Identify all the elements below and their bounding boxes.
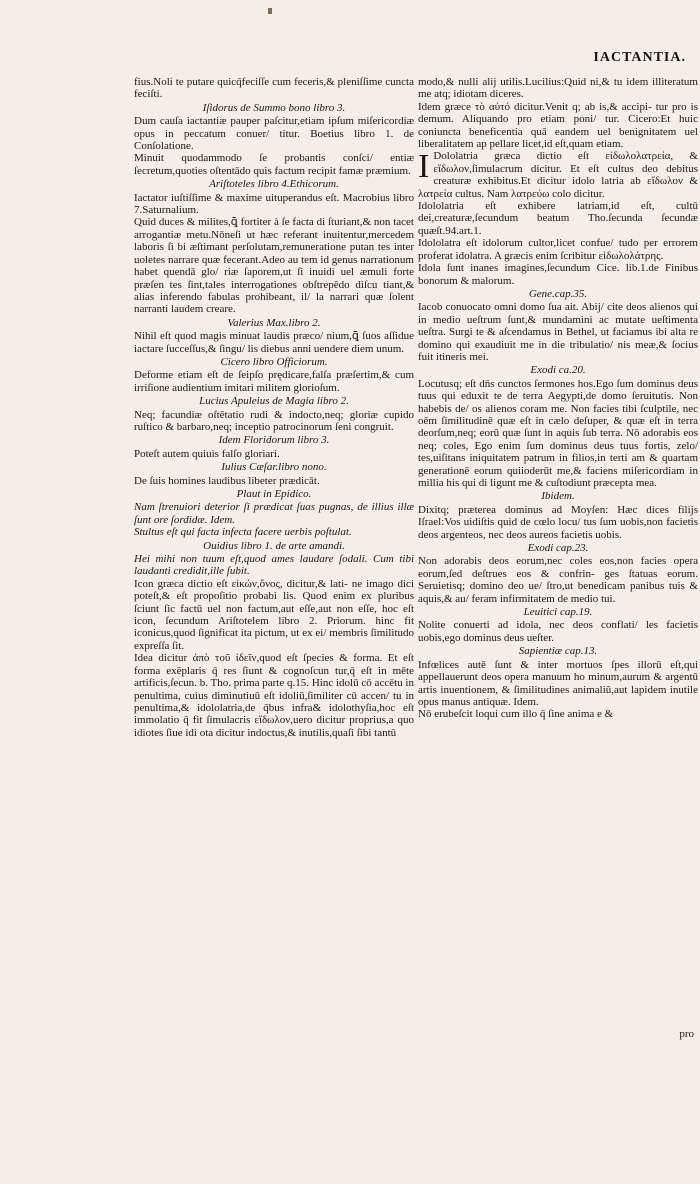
text: Minuit quodammodo ſe probantis conſci/ entiæ ſecretum,quoties oſtentādo quis factum recipit famæ præmium.: [134, 152, 414, 177]
source-heading: [134, 540, 414, 552]
paragraph: [418, 504, 698, 541]
source-heading: [134, 434, 414, 446]
text: Nihil eſt quod magis minuat laudis præco/ nium,ꝗ̄ ſuos aſſidue iactare ſucceſſus,& ſingu/ lis diebus anni uendere diem unum.: [134, 330, 414, 355]
source-heading: [134, 461, 414, 473]
source-heading: [418, 364, 698, 376]
source-heading: [134, 356, 414, 368]
text: Idola ſunt inanes imagines,ſecundum Cice. lib.1.de Finibus bonorum & malorum.: [418, 262, 698, 287]
paragraph: [134, 652, 414, 739]
verse-quote: [134, 501, 414, 526]
paragraph: [134, 192, 414, 217]
paragraph: [134, 409, 414, 434]
source-heading: [134, 178, 414, 190]
drop-capital: I: [418, 148, 430, 186]
ink-mark: [268, 8, 272, 14]
text: Non adorabis deos eorum,nec coles eos,non facies opera eorum,ſed deſtrues eos & confrin- ges ſtatuas eorum. Seruietisq; domino deo ue/ ſtro,ut benedicam panibus tuis & aquis,& au/ feram infirmitatem de medio tui.: [418, 555, 698, 605]
text: Iactator iuſtiſſime & maxime uituperandus eſt. Macrobius libro 7.Saturnalium.: [134, 191, 414, 217]
paragraph: [418, 301, 698, 363]
paragraph: [134, 448, 414, 460]
paragraph: [134, 369, 414, 394]
text: Locutusq; eſt dn̄s cunctos ſermones hos.Ego ſum dominus deus tuus qui eduxit te de terra Aegypti,de domo ſeruitutis. Non habebis de/ os alienos coram me. Non facies tibi ſculptile, nec oēm ſimilitudinē quæ eſt in cælo deſuper, & quæ eſt in terra deorſum,neq; eorū quæ ſunt in aquis ſub terra. Nō adorabis eos neq; coles, Ego enim ſum dominus deus tuus fortis, zelo/ tes,uiſitans iniquitatem patrum in filios,in terti am & quartam generationē eorum quiioderūt me,& faciens miſericordiam in millia his qui di ligunt me & cuſtodiunt præcepta mea.: [418, 377, 698, 489]
paragraph: [134, 216, 414, 315]
text: Leuitici cap.19.: [523, 606, 593, 619]
text: Infœlices autē ſunt & inter mortuos ſpes illorū eſt,qui appellauerunt deos opera manuum ho minum,aurum & argentū artis inuentionem, & ſimilitudines animaliū,aut lapidem inutile opus manus antiquæ. Idem.: [418, 658, 698, 708]
text: Gene.cap.35.: [528, 287, 588, 300]
text: Nolite conuerti ad idola, nec deos conflati/ les facietis uobis,ego dominus deus ueſter.: [418, 619, 698, 644]
text: Plaut in Epidico.: [236, 488, 312, 500]
text: Ibidem.: [541, 490, 575, 503]
source-heading: [418, 606, 698, 618]
paragraph: [418, 237, 698, 262]
source-heading: [134, 317, 414, 329]
text: fius.Noli te putare quicq̄feciſſe cum feceris,& pleniſſime cuncta feciſti.: [134, 76, 414, 101]
paragraph: [418, 150, 698, 200]
text: Iſidorus de Summo bono libro 3.: [202, 101, 346, 114]
left-column: [134, 76, 414, 739]
text: Nō erubeſcit loqui cum illo q̄ ſine anima e &: [418, 708, 614, 721]
text: Poteſt autem quiuis falſo gloriari.: [134, 447, 280, 460]
text: Dixitq; præterea dominus ad Moyſen: Hæc dices filijs Iſrael:Vos uidiſtis quid de cœlo locu/ tus ſum uobis,non facietis deos argenteos, nec deos aureos facietis uobis.: [418, 503, 698, 541]
text: De ſuis homines laudibus libeter prædicāt.: [134, 474, 320, 487]
text: Neq; facundiæ oſtētatio rudi & indocto,neq; gloriæ cupido ruſtico & barbaro,neq; inceptio patrocinorum ſeni congruit.: [134, 408, 414, 433]
source-heading: [418, 542, 698, 554]
text: Quid duces & milites,ꝗ̄ fortiter à ſe facta di ſturiant,& non tacet arrogantiæ metu.Nōneſi ut hæc referant inuitentur,mercedem laboris ſi bi æſtimant perſolutam,remuneratione putan tes inter uoletes narrare quæ fecerant.Adeo au tem id genus narrationum habet quendā glo/ riæ ſaporem,ut ſi inuidi uel æmuli forte præſen tes ſint,tales interrogationes obſtrepēdo diſcu tiant,& alias inferendo fabulas prohibeant, il/ la narrari quæ ſolent narranti laudem creare.: [134, 216, 414, 316]
text: Idea dicitur ἀπὸ τοῦ ἰδεῖν,quod eſt ſpecies & forma. Et eſt forma exēplaris q̄ res ſiunt & cognoſcun tur,q̄ eſt in mēte artificis,ſecun. b. Tho. prima parte q.15. Hinc idolū cō accētu in penultima, cuius diminutiuū eſt idoliū,ſimiliter cū accen/ tu in penultima,& idololatria,de q̄bus infra& idolothyſia,hoc eſt immolatio q̄ fit ſimulacris εἴδωλον,uero dicitur proprius,a quo idiotes ſiue idi ota dicitur indoctus,& inutilis,quaſi ſibi tantū: [134, 652, 414, 739]
text: Iacob conuocato omni domo ſua ait. Abij/ cite deos alienos qui in medio ueſtrum ſunt,& mundamini ac mutate ueſtimenta ueſtra. Surgi te & aſcendamus in Bethel, ut faciamus ibi alta re domino qui exaudiuit me in die tribulatio/ nis meæ,& ſocius fuit itineris mei.: [418, 301, 698, 363]
text: Lucius Apuleius de Magia libro 2.: [199, 395, 349, 408]
paragraph: [418, 619, 698, 644]
paragraph: [134, 76, 414, 101]
text: Idololatria eſt exhibere latriam,id eſt, cultū dei,creaturæ,ſecundum beatum Tho.ſecunda ſecundæ quæſt.94.art.1.: [418, 200, 698, 237]
source-heading: [134, 395, 414, 407]
verse-quote: [134, 553, 414, 578]
text: Idem Floridorum libro 3.: [218, 434, 330, 447]
source-heading: [134, 102, 414, 114]
running-header: IACTANTIA.: [593, 50, 686, 65]
catchword: pro: [679, 1028, 694, 1040]
paragraph: [418, 76, 698, 101]
paragraph: [134, 115, 414, 152]
text: Deforme etiam eſt de ſeipſo prędicare,falſa præſertim,& cum irriſione audientium imitari militem glorioſum.: [134, 369, 414, 394]
text: Iulius Cæſar.libro nono.: [221, 461, 327, 474]
paragraph: [418, 378, 698, 490]
text: Ouidius libro 1. de arte amandi.: [203, 539, 345, 552]
source-heading: [418, 490, 698, 502]
text: Valerius Max.libro 2.: [227, 316, 321, 329]
paragraph: [418, 101, 698, 151]
paragraph: [134, 330, 414, 355]
text: Dum cauſa iactantiæ pauper paſcitur,etiam ipſum miſericordiæ opus in peccatum conuer/ titur. Boetius libro 1. de Conſolatione.: [134, 115, 414, 153]
paragraph: [134, 475, 414, 487]
source-heading: [418, 645, 698, 657]
source-heading: [418, 288, 698, 300]
paragraph: [418, 262, 698, 287]
text: Icon græca dictio eſt εἰκών,ὄνος, dicitur,& lati- ne imago dici poteſt,& eſt propoſitio probabi lis. Quod enim ex pluribus ſciunt ſic factū uel non factum,aut eſſe,aut non eſſe, hoc eſt icon, ſecundum Ariſtotelem libro 2. Priorum. hinc fit iconicus,quod ſignificat ita pictum, ut ex ei/ membris ſimilitudo expreſſa ſit.: [134, 577, 414, 652]
text: Hei mihi non tuum eſt,quod ames laudare ſodali. Cum tibi laudanti credidit,ille ſubit.: [134, 553, 414, 578]
text: Cicero libro Officiorum.: [220, 355, 328, 368]
paragraph: [134, 578, 414, 652]
text: Idololatra eſt idolorum cultor,licet confue/ tudo per errorem proferat idolatra. A græcis enim ſcribitur εἰδωλολάτρης.: [418, 237, 698, 262]
text: Nam ſtrenuiori deterior ſi prædicat ſuas pugnas, de illius illæ ſunt ore ſordidæ. Idem.: [134, 501, 414, 526]
verse-quote: [134, 526, 414, 538]
source-heading: [134, 488, 414, 500]
text: Ariſtoteles libro 4.Ethicorum.: [209, 178, 339, 191]
paragraph: [418, 555, 698, 605]
text: Stultus eſt qui facta infecta facere uerbis poſtulat.: [134, 526, 352, 539]
text: Exodi cap.23.: [527, 542, 589, 555]
text: Exodi ca.20.: [530, 364, 586, 377]
text: Sapientiæ cap.13.: [518, 645, 598, 658]
text: Idem græce τὸ αὐτό dicitur.Venit q; ab is,& accipi- tur pro is demum. Aliquando pro etiam poni/ tur. Cicero:Et huic coniuncta beneficentia quā eandem uel benignitatem uel liberalitatem ap pellare licet,id eſt,quam etiam.: [418, 100, 698, 151]
paragraph: [418, 200, 698, 237]
paragraph: [418, 659, 698, 709]
right-column: [418, 76, 698, 721]
paragraph: [418, 708, 698, 720]
text: Dololatria græca dictio eſt εἰδωλολατρεία, & εἴδωλον,ſimulacrum dicitur. Et eſt cultus deo debitus creaturæ exhibitus.Et dicitur idolo latria ab εἴδωλον & λατρεία cultus. Nam λατρεύω colo dicitur.: [418, 150, 698, 200]
paragraph: [134, 152, 414, 177]
text: modo,& nulli alij utilis.Lucilius:Quid ni,& tu idem illiteratum me atq; idiotam diceres.: [418, 76, 698, 101]
